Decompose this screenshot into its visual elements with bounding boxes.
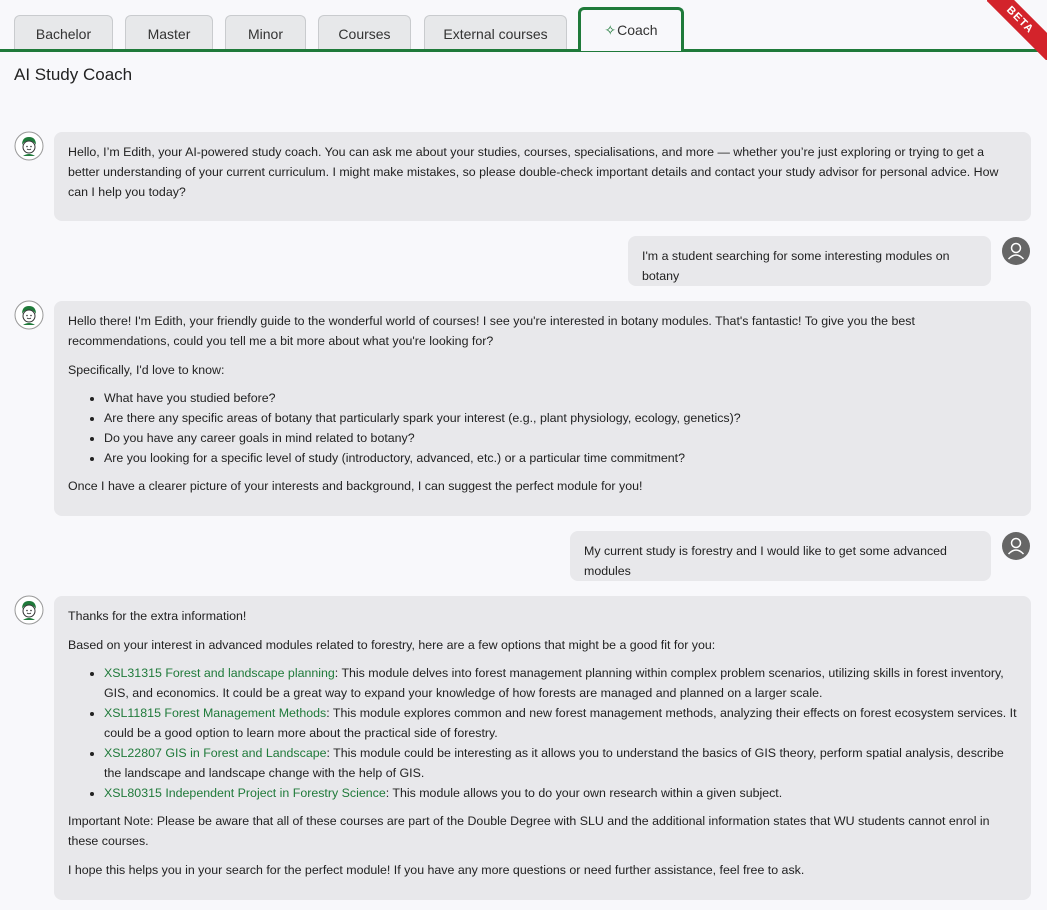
list-item [104, 783, 1017, 803]
edith-avatar-icon [14, 595, 44, 625]
edith-avatar-icon [14, 300, 44, 330]
tab-courses[interactable]: Courses [318, 15, 411, 49]
list-item [104, 743, 1017, 783]
message-text: My current study is forestry and I would like to get some advanced modules [584, 544, 947, 578]
course-description: : This module delves into forest management planning within complex problem scenarios, utilizing skills in forest inventory, GIS, and economics. It could be a great way to expand your knowledge of how forests are managed and planned on a larger scale. [104, 666, 1004, 700]
tab-minor[interactable]: Minor [225, 15, 306, 49]
user-message-1 [628, 236, 991, 286]
beta-badge: BETA [987, 0, 1047, 60]
tab-external-courses[interactable]: External courses [424, 15, 567, 49]
beta-ribbon [987, 0, 1047, 60]
user-avatar-icon [1001, 236, 1031, 266]
list-item: • What have you studied before? [104, 388, 1017, 408]
message-outro: Once I have a clearer picture of your interests and background, I can suggest the perfect module for you! [68, 479, 643, 493]
message-note: Important Note: Please be aware that all of these courses are part of the Double Degree with SLU and the additional information states that WU students cannot enrol in these courses. [68, 814, 990, 848]
course-link[interactable]: XSL80315 Independent Project in Forestry Science [104, 786, 386, 800]
course-link[interactable]: XSL22807 GIS in Forest and Landscape [104, 746, 327, 760]
tab-master[interactable]: Master [125, 15, 213, 49]
tab-coach[interactable] [578, 7, 684, 51]
course-link[interactable]: XSL31315 Forest and landscape planning [104, 666, 335, 680]
tab-coach-label: Coach [617, 22, 658, 38]
course-description: : This module allows you to do your own research within a given subject. [385, 786, 783, 800]
user-message-2 [570, 531, 991, 581]
message-lead: Specifically, I'd love to know: [68, 363, 225, 377]
bot-message-2 [54, 301, 1031, 516]
course-description: : This module could be interesting as it allows you to understand the basics of GIS theory, perform spatial analysis, describe the landscape and landscape change with the help of GIS. [104, 746, 1004, 780]
sparkle-icon: ✧ [604, 22, 617, 38]
message-intro: Thanks for the extra information! [68, 609, 247, 623]
list-item: • Do you have any career goals in mind related to botany? [104, 428, 1017, 448]
list-item: • Are you looking for a specific level of study (introductory, advanced, etc.) or a particular time commitment? [104, 448, 1017, 468]
list-item [104, 663, 1017, 703]
bot-message-1 [54, 132, 1031, 221]
question-list [68, 388, 1017, 468]
bot-message-3 [54, 596, 1031, 900]
message-text: Hello, I’m Edith, your AI-powered study coach. You can ask me about your studies, courses, specialisations, and more — whether you’re just exploring or trying to get a better understanding of your current curriculum. I might make mistakes, so please double-check important details and contact your study advisor for personal advice. How can I help you today? [68, 145, 999, 199]
tab-bar [0, 0, 1047, 52]
user-avatar-icon [1001, 531, 1031, 561]
tab-bachelor[interactable]: Bachelor [14, 15, 113, 49]
message-outro: I hope this helps you in your search for the perfect module! If you have any more questions or need further assistance, feel free to ask. [68, 863, 805, 877]
page-title: AI Study Coach [14, 65, 133, 84]
course-description: : This module explores common and new forest management methods, analyzing their effects on forest ecosystem services. It could be a good option to learn more about the practical side of forestry. [104, 706, 1017, 740]
message-lead: Based on your interest in advanced modules related to forestry, here are a few options that might be a good fit for you: [68, 638, 716, 652]
list-item [104, 703, 1017, 743]
course-link[interactable]: XSL11815 Forest Management Methods [104, 706, 327, 720]
list-item: • Are there any specific areas of botany that particularly spark your interest (e.g., plant physiology, ecology, genetics)? [104, 408, 1017, 428]
message-intro: Hello there! I'm Edith, your friendly guide to the wonderful world of courses! I see you're interested in botany modules. That's fantastic! To give you the best recommendations, could you tell me a bit more about what you're looking for? [68, 314, 915, 348]
message-text: I'm a student searching for some interesting modules on botany [642, 249, 950, 283]
edith-avatar-icon [14, 131, 44, 161]
course-list [68, 663, 1017, 803]
